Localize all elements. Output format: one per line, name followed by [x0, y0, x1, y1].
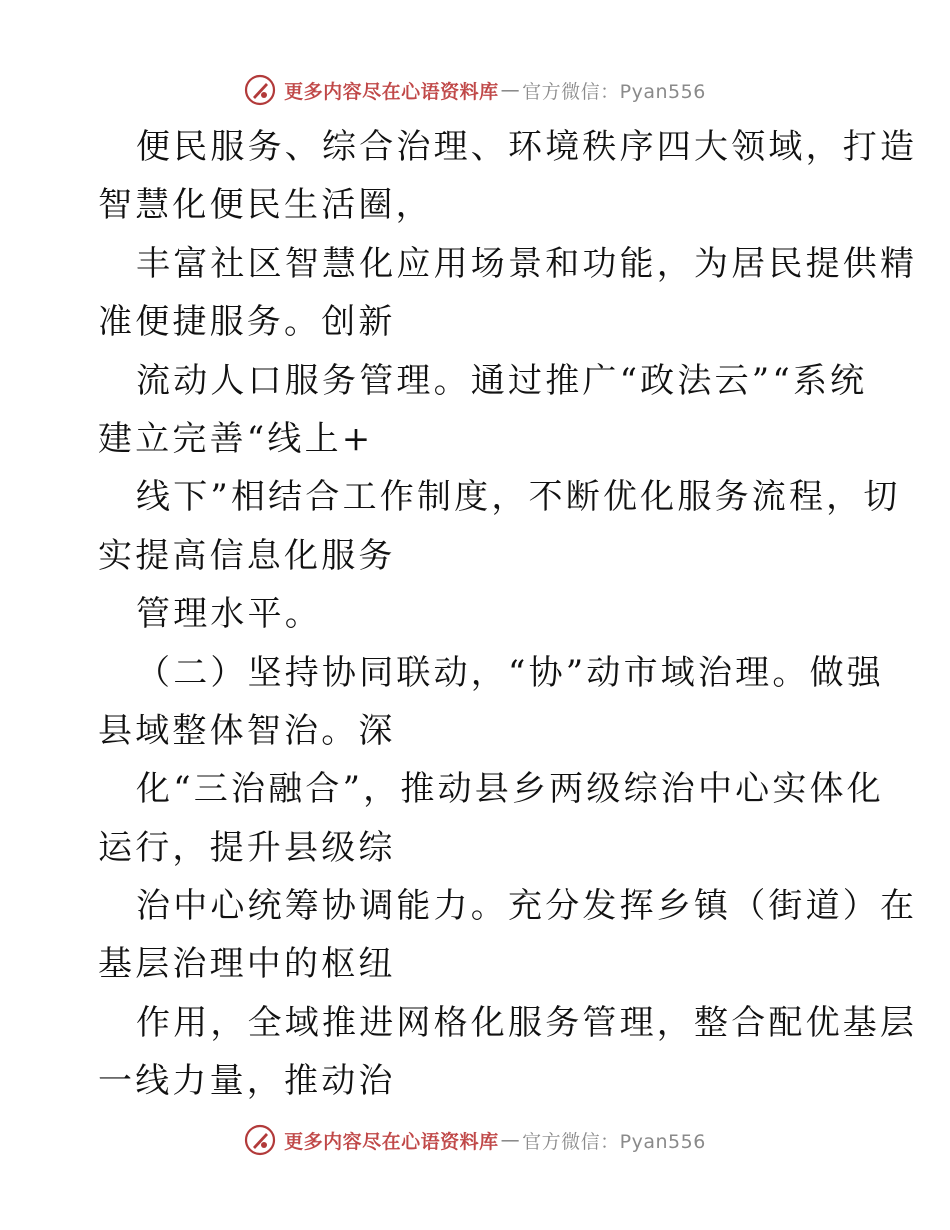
text-line: 线下”相结合工作制度，不断优化服务流程，切	[136, 477, 901, 518]
watermark-text: 更多内容尽在心语资料库	[284, 1130, 499, 1153]
text-line: 丰富社区智慧化应用场景和功能，为居民提供精	[136, 243, 918, 284]
text-line: 实提高信息化服务	[98, 535, 396, 576]
text-line: 智慧化便民生活圈，	[98, 185, 433, 226]
text-line: 便民服务、综合治理、环境秩序四大领域，打造	[136, 127, 918, 167]
text-line: 运行，提升县级综	[98, 827, 396, 868]
text-line: （二）坚持协同联动，“协”动市域治理。做强	[136, 652, 884, 693]
document-body	[98, 118, 918, 1111]
text-line: 治中心统筹协调能力。充分发挥乡镇（街道）在	[136, 886, 918, 927]
watermark-wechat: 官方微信：Pyan556	[522, 80, 706, 103]
feather-pen-logo-icon	[244, 1124, 276, 1156]
text-line: 县域整体智治。深	[98, 710, 396, 751]
text-line: 基层治理中的枢纽	[98, 944, 396, 985]
text-line: 流动人口服务管理。通过推广“政法云”“系统	[136, 360, 868, 401]
text-line: 建立完善“线上+	[98, 418, 374, 459]
feather-pen-logo-icon	[244, 74, 276, 106]
text-line: 管理水平。	[136, 594, 322, 635]
text-line: 作用，全域推进网格化服务管理，整合配优基层	[136, 1002, 918, 1043]
watermark-wechat: 官方微信：Pyan556	[522, 1130, 706, 1153]
footer-watermark	[0, 1120, 950, 1160]
watermark-dash: —	[500, 1129, 521, 1151]
text-line: 准便捷服务。创新	[98, 302, 396, 343]
watermark-dash: —	[500, 79, 521, 101]
watermark-text: 更多内容尽在心语资料库	[284, 80, 499, 103]
text-line: 一线力量，推动治	[98, 1061, 396, 1102]
text-line: 化“三治融合”，推动县乡两级综治中心实体化	[136, 769, 884, 810]
header-watermark	[0, 70, 950, 110]
